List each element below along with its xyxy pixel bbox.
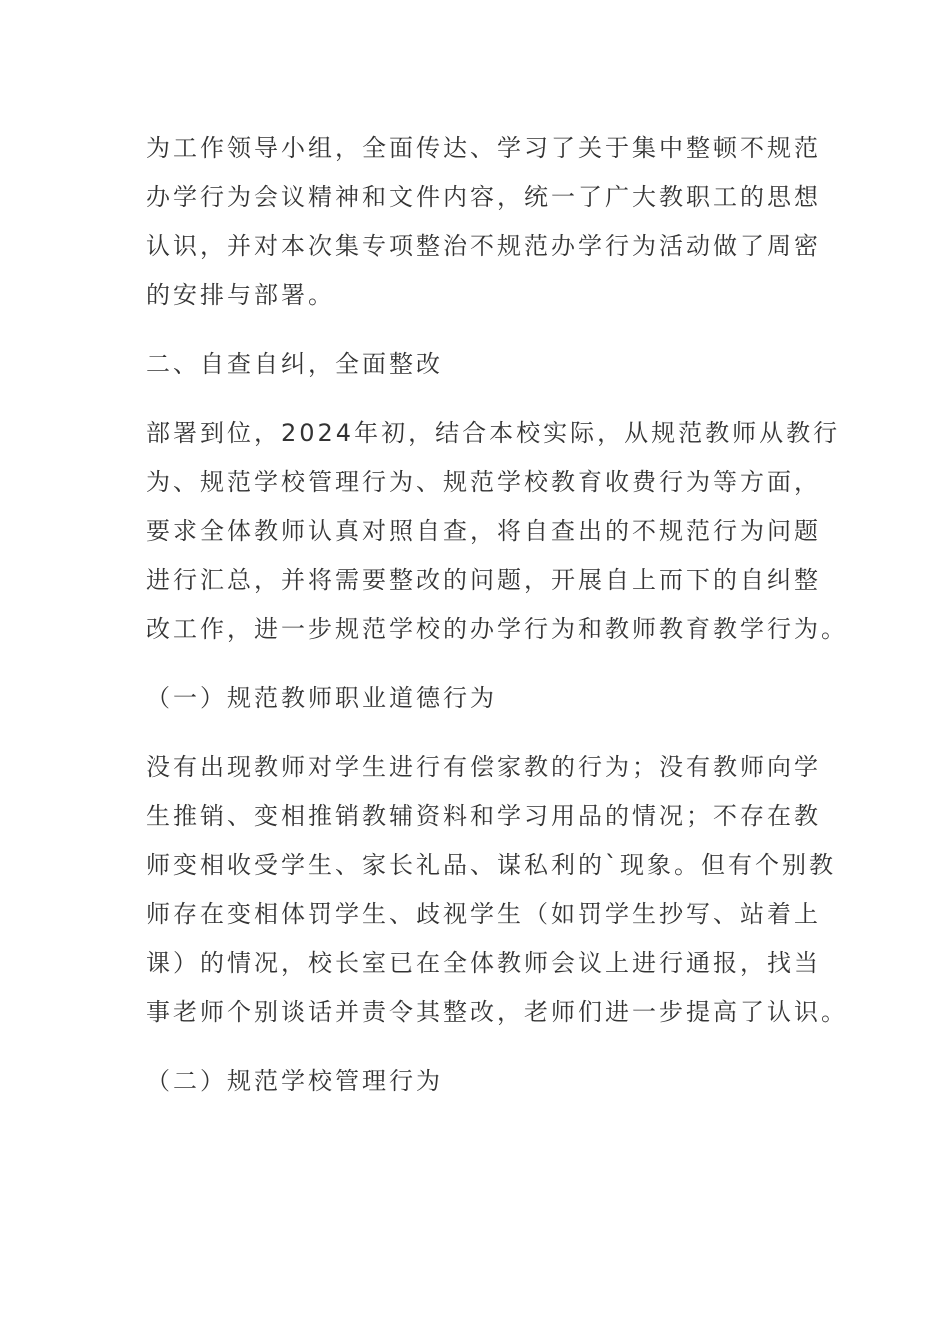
- paragraph-line: 为工作领导小组，全面传达、学习了关于集中整顿不规范: [146, 134, 821, 162]
- paragraph-line: 为、规范学校管理行为、规范学校教育收费行为等方面，: [146, 468, 821, 496]
- paragraph-line: 课）的情况，校长室已在全体教师会议上进行通报，找当: [146, 949, 821, 977]
- paragraph-2: [146, 409, 848, 654]
- paragraph-3: [146, 743, 848, 1037]
- document-body: [146, 124, 848, 1126]
- paragraph-line: 没有出现教师对学生进行有偿家教的行为；没有教师向学: [146, 753, 821, 781]
- paragraph-line: 师存在变相体罚学生、歧视学生（如罚学生抄写、站着上: [146, 900, 821, 928]
- paragraph-line: 师变相收受学生、家长礼品、谋私利的`现象。但有个别教: [146, 851, 836, 879]
- subheading-2: （二）规范学校管理行为: [146, 1067, 443, 1095]
- paragraph-line: 改工作，进一步规范学校的办学行为和教师教育教学行为。: [146, 615, 848, 643]
- paragraph-line: 办学行为会议精神和文件内容，统一了广大教职工的思想: [146, 183, 821, 211]
- paragraph-line: 部署到位，2024年初，结合本校实际，从规范教师从教行: [146, 419, 841, 447]
- paragraph-line: 要求全体教师认真对照自查，将自查出的不规范行为问题: [146, 517, 821, 545]
- section-heading-2: 二、自查自纠，全面整改: [146, 350, 443, 378]
- subheading-1: （一）规范教师职业道德行为: [146, 684, 497, 712]
- paragraph-line: 事老师个别谈话并责令其整改，老师们进一步提高了认识。: [146, 998, 848, 1026]
- paragraph-line: 认识，并对本次集专项整治不规范办学行为活动做了周密: [146, 232, 821, 260]
- paragraph-1: [146, 124, 821, 320]
- paragraph-line: 进行汇总，并将需要整改的问题，开展自上而下的自纠整: [146, 566, 821, 594]
- paragraph-line: 生推销、变相推销教辅资料和学习用品的情况；不存在教: [146, 802, 821, 830]
- paragraph-line: 的安排与部署。: [146, 281, 335, 309]
